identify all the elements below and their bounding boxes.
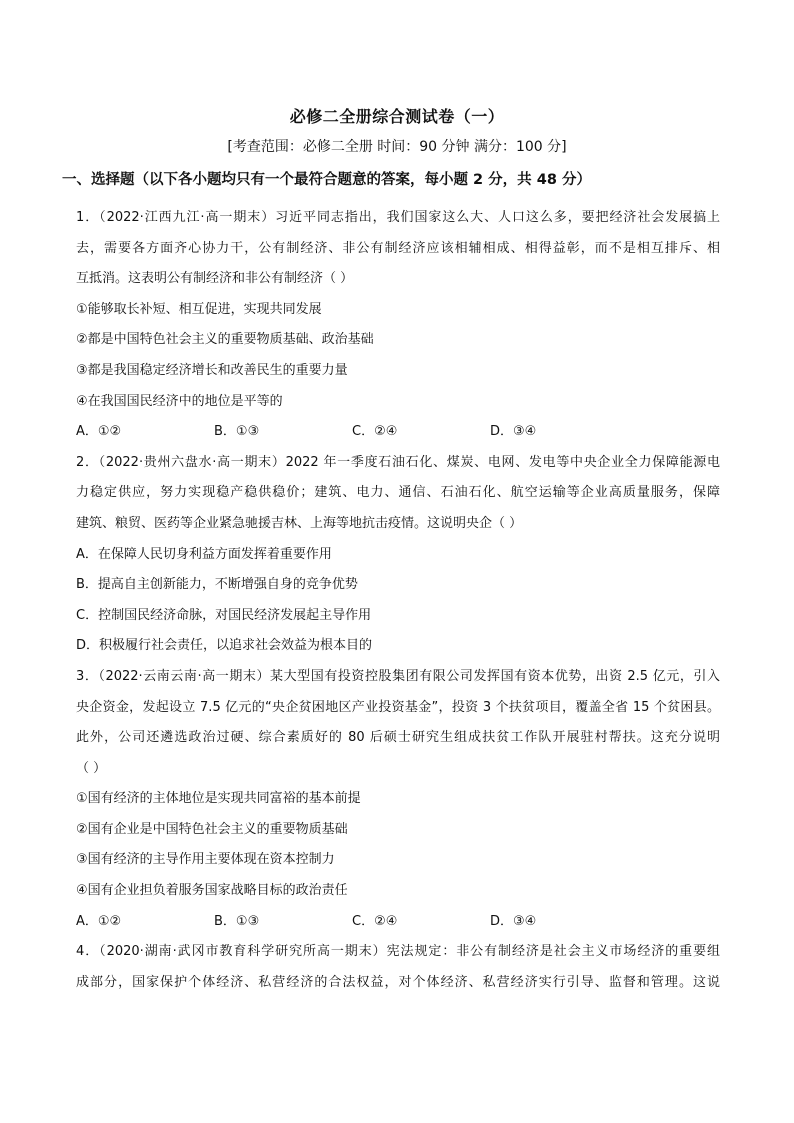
option-c[interactable]: C．②④: [352, 424, 398, 440]
question-stem-line: 成部分，国家保护个体经济、私营经济的合法权益，对个体经济、私营经济实行引导、监督和管理。这说: [76, 974, 720, 990]
question-4: [76, 937, 720, 998]
option-d[interactable]: D．③④: [490, 913, 537, 929]
answer-options: [76, 907, 720, 938]
question-2: [76, 448, 720, 662]
question-1: [76, 203, 720, 448]
answer-options: [76, 417, 720, 448]
statement-item: ③国有经济的主导作用主要体现在资本控制力: [76, 852, 335, 868]
page-title: 必修二全册综合测试卷（一）: [289, 107, 505, 126]
question-stem-line: 央企资金，发起设立 7.5 亿元的“央企贫困地区产业投资基金”，投资 3 个扶贫项目，覆盖全省 15 个贫困县。: [76, 699, 720, 715]
statement-item: ④在我国国民经济中的地位是平等的: [76, 393, 283, 409]
section-heading: 一、选择题（以下各小题均只有一个最符合题意的答案，每小题 2 分，共 48 分）: [62, 172, 591, 188]
question-stem-line: 此外，公司还遴选政治过硬、综合素质好的 80 后硕士研究生组成扶贫工作队开展驻村帮扶。这充分说明: [76, 730, 720, 746]
question-stem-line: 3．（2022·云南云南·高一期末）某大型国有投资控股集团有限公司发挥国有资本优势，出资 2.5 亿元，引入: [76, 668, 720, 684]
question-stem-line: 2．（2022·贵州六盘水·高一期末）2022 年一季度石油石化、煤炭、电网、发电等中央企业全力保障能源电: [76, 454, 720, 470]
option-b[interactable]: B．提高自主创新能力，不断增强自身的竞争优势: [76, 577, 358, 593]
option-d[interactable]: D．积极履行社会责任，以追求社会效益为根本目的: [76, 638, 373, 654]
question-stem-line: 去，需要各方面齐心协力干，公有制经济、非公有制经济应该相辅相成、相得益彰，而不是相互排斥、相: [76, 240, 720, 256]
question-stem-line: 互抵消。这表明公有制经济和非公有制经济（ ）: [76, 271, 354, 287]
question-3: [76, 662, 720, 937]
statement-item: ②都是中国特色社会主义的重要物质基础、政治基础: [76, 332, 374, 348]
question-list: [76, 203, 720, 998]
option-b[interactable]: B．①③: [214, 424, 260, 440]
option-a[interactable]: A．①②: [76, 913, 122, 929]
statement-item: ①国有经济的主体地位是实现共同富裕的基本前提: [76, 791, 361, 807]
option-c[interactable]: C．控制国民经济命脉，对国民经济发展起主导作用: [76, 607, 372, 623]
option-b[interactable]: B．①③: [214, 913, 260, 929]
option-d[interactable]: D．③④: [490, 424, 537, 440]
statement-item: ④国有企业担负着服务国家战略目标的政治责任: [76, 883, 348, 899]
question-stem-line: 建筑、粮贸、医药等企业紧急驰援吉林、上海等地抗击疫情。这说明央企（ ）: [76, 515, 523, 531]
question-stem-line: （ ）: [76, 760, 107, 776]
statement-item: ①能够取长补短、相互促进，实现共同发展: [76, 301, 322, 317]
option-a[interactable]: A．①②: [76, 424, 122, 440]
option-a[interactable]: A．在保障人民切身利益方面发挥着重要作用: [76, 546, 332, 562]
question-stem-line: 1．（2022·江西九江·高一期末）习近平同志指出，我们国家这么大、人口这么多，要把经济社会发展搞上: [76, 210, 720, 225]
option-c[interactable]: C．②④: [352, 913, 398, 929]
exam-scope-subtitle: [考查范围：必修二全册 时间：90 分钟 满分：100 分]: [227, 139, 567, 155]
statement-item: ③都是我国稳定经济增长和改善民生的重要力量: [76, 362, 348, 378]
question-stem-line: 力稳定供应，努力实现稳产稳供稳价；建筑、电力、通信、石油石化、航空运输等企业高质量服务，保障: [76, 485, 720, 501]
statement-item: ②国有企业是中国特色社会主义的重要物质基础: [76, 821, 348, 837]
question-stem-line: 4．（2020·湖南·武冈市教育科学研究所高一期末）宪法规定：非公有制经济是社会主义市场经济的重要组: [76, 944, 720, 960]
